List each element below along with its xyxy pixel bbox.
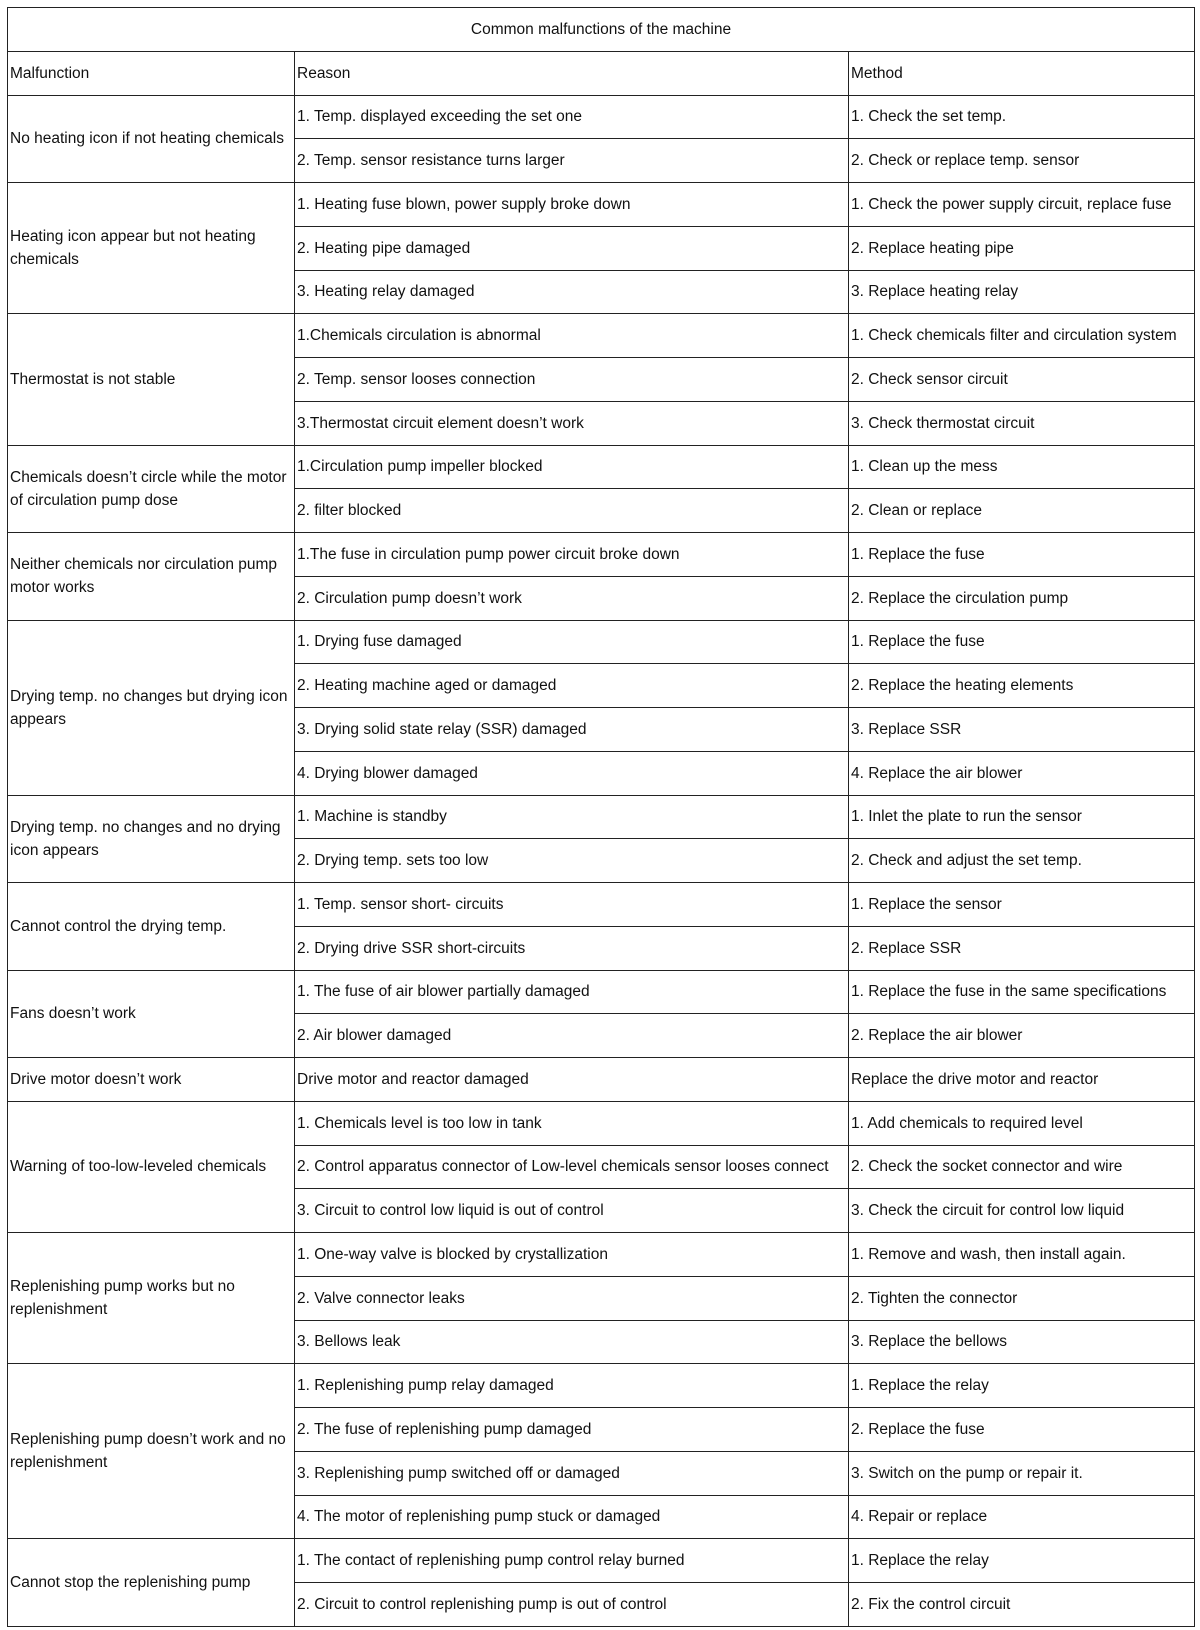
reason-cell: 2. filter blocked [295,489,849,533]
malfunction-cell [8,445,295,533]
reason-cell: 4. The motor of replenishing pump stuck or damaged [295,1495,849,1539]
method-cell: 2. Check sensor circuit [849,358,1195,402]
method-cell: 1. Replace the relay [849,1364,1195,1408]
reason-cell: 3. Heating relay damaged [295,270,849,314]
malfunction-cell: Cannot control the drying temp. [8,883,295,971]
reason-cell: 2. Circulation pump doesn’t work [295,576,849,620]
table-row [8,183,1195,227]
header-method: Method [849,51,1195,95]
method-cell: 3. Check the circuit for control low liquid [849,1189,1195,1233]
reason-cell: 2. Control apparatus connector of Low-level chemicals sensor looses connect [295,1145,849,1189]
malfunction-cell: No heating icon if not heating chemicals [8,95,295,183]
reason-cell: 2. The fuse of replenishing pump damaged [295,1408,849,1452]
reason-cell: 1. Heating fuse blown, power supply broke down [295,183,849,227]
method-cell: 1. Replace the fuse in the same specifications [849,970,1195,1014]
reason-cell: 3.Thermostat circuit element doesn’t work [295,401,849,445]
malfunction-cell: Replenishing pump doesn’t work and no replenishment [8,1364,295,1539]
reason-cell: 1. Machine is standby [295,795,849,839]
reason-cell: 1. One-way valve is blocked by crystallization [295,1233,849,1277]
table-row [8,95,1195,139]
reason-cell: 1.The fuse in circulation pump power circuit broke down [295,533,849,577]
reason-cell: 2. Drying drive SSR short-circuits [295,926,849,970]
method-cell: 1. Check the power supply circuit, replace fuse [849,183,1195,227]
malfunction-cell: Fans doesn’t work [8,970,295,1058]
method-cell: 1. Remove and wash, then install again. [849,1233,1195,1277]
reason-cell: 1. Replenishing pump relay damaged [295,1364,849,1408]
table-row [8,1539,1195,1583]
malfunction-cell: Thermostat is not stable [8,314,295,445]
reason-cell: 1. The contact of replenishing pump control relay burned [295,1539,849,1583]
method-cell: 2. Clean or replace [849,489,1195,533]
method-cell: 1. Check the set temp. [849,95,1195,139]
reason-cell: 1. Drying fuse damaged [295,620,849,664]
method-cell: 2. Replace the air blower [849,1014,1195,1058]
method-cell: 1. Replace the sensor [849,883,1195,927]
malfunction-line: Chemicals doesn’t circle while the motor [10,468,287,486]
method-cell: 2. Replace SSR [849,926,1195,970]
reason-cell: 1. The fuse of air blower partially damaged [295,970,849,1014]
table-row [8,533,1195,577]
reason-cell: 2. Temp. sensor looses connection [295,358,849,402]
reason-cell: 1. Temp. displayed exceeding the set one [295,95,849,139]
table-row [8,314,1195,358]
method-cell: 2. Check the socket connector and wire [849,1145,1195,1189]
method-cell: Replace the drive motor and reactor [849,1058,1195,1102]
malfunction-cell: Drying temp. no changes but drying icon appears [8,620,295,795]
method-cell: 1. Replace the fuse [849,533,1195,577]
reason-cell: 2. Heating machine aged or damaged [295,664,849,708]
reason-cell: 3. Drying solid state relay (SSR) damaged [295,708,849,752]
reason-cell: 2. Drying temp. sets too low [295,839,849,883]
malfunction-cell: Drying temp. no changes and no drying icon appears [8,795,295,883]
table-row [8,1058,1195,1102]
reason-cell: 1.Chemicals circulation is abnormal [295,314,849,358]
table-body [8,8,1195,1627]
method-cell: 2. Replace the circulation pump [849,576,1195,620]
method-cell: 2. Tighten the connector [849,1276,1195,1320]
method-cell: 2. Replace the heating elements [849,664,1195,708]
method-cell: 3. Replace heating relay [849,270,1195,314]
reason-cell: 1. Chemicals level is too low in tank [295,1101,849,1145]
header-reason: Reason [295,51,849,95]
reason-cell: 3. Replenishing pump switched off or damaged [295,1451,849,1495]
reason-cell: 2. Temp. sensor resistance turns larger [295,139,849,183]
table-title: Common malfunctions of the machine [8,8,1195,52]
reason-cell: 1.Circulation pump impeller blocked [295,445,849,489]
malfunctions-table [7,7,1195,1627]
method-cell: 4. Repair or replace [849,1495,1195,1539]
table-row [8,1233,1195,1277]
title-row [8,8,1195,52]
reason-cell: 2. Air blower damaged [295,1014,849,1058]
method-cell: 3. Switch on the pump or repair it. [849,1451,1195,1495]
header-malfunction: Malfunction [8,51,295,95]
table-row [8,445,1195,489]
malfunction-cell: Replenishing pump works but no replenishment [8,1233,295,1364]
reason-cell: 4. Drying blower damaged [295,751,849,795]
method-cell: 2. Check or replace temp. sensor [849,139,1195,183]
method-cell: 1. Check chemicals filter and circulation system [849,314,1195,358]
table-row [8,620,1195,664]
table-row [8,1101,1195,1145]
table-row [8,970,1195,1014]
reason-cell: 3. Circuit to control low liquid is out of control [295,1189,849,1233]
method-cell: 4. Replace the air blower [849,751,1195,795]
malfunction-cell: Neither chemicals nor circulation pump motor works [8,533,295,621]
method-cell: 2. Fix the control circuit [849,1583,1195,1627]
method-cell: 3. Check thermostat circuit [849,401,1195,445]
method-cell: 1. Inlet the plate to run the sensor [849,795,1195,839]
method-cell: 2. Replace the fuse [849,1408,1195,1452]
method-cell: 3. Replace SSR [849,708,1195,752]
reason-cell: 2. Circuit to control replenishing pump is out of control [295,1583,849,1627]
malfunction-cell: Cannot stop the replenishing pump [8,1539,295,1627]
table-row [8,883,1195,927]
malfunction-cell: Drive motor doesn’t work [8,1058,295,1102]
malfunction-cell: Warning of too-low-leveled chemicals [8,1101,295,1232]
table-row [8,795,1195,839]
method-cell: 3. Replace the bellows [849,1320,1195,1364]
table-row [8,1364,1195,1408]
reason-cell: Drive motor and reactor damaged [295,1058,849,1102]
malfunction-cell: Heating icon appear but not heating chemicals [8,183,295,314]
method-cell: 2. Replace heating pipe [849,226,1195,270]
reason-cell: 2. Valve connector leaks [295,1276,849,1320]
malfunction-line: of circulation pump dose [10,491,179,509]
header-row [8,51,1195,95]
method-cell: 1. Replace the relay [849,1539,1195,1583]
reason-cell: 1. Temp. sensor short- circuits [295,883,849,927]
method-cell: 1. Replace the fuse [849,620,1195,664]
method-cell: 2. Check and adjust the set temp. [849,839,1195,883]
method-cell: 1. Clean up the mess [849,445,1195,489]
method-cell: 1. Add chemicals to required level [849,1101,1195,1145]
reason-cell: 2. Heating pipe damaged [295,226,849,270]
reason-cell: 3. Bellows leak [295,1320,849,1364]
